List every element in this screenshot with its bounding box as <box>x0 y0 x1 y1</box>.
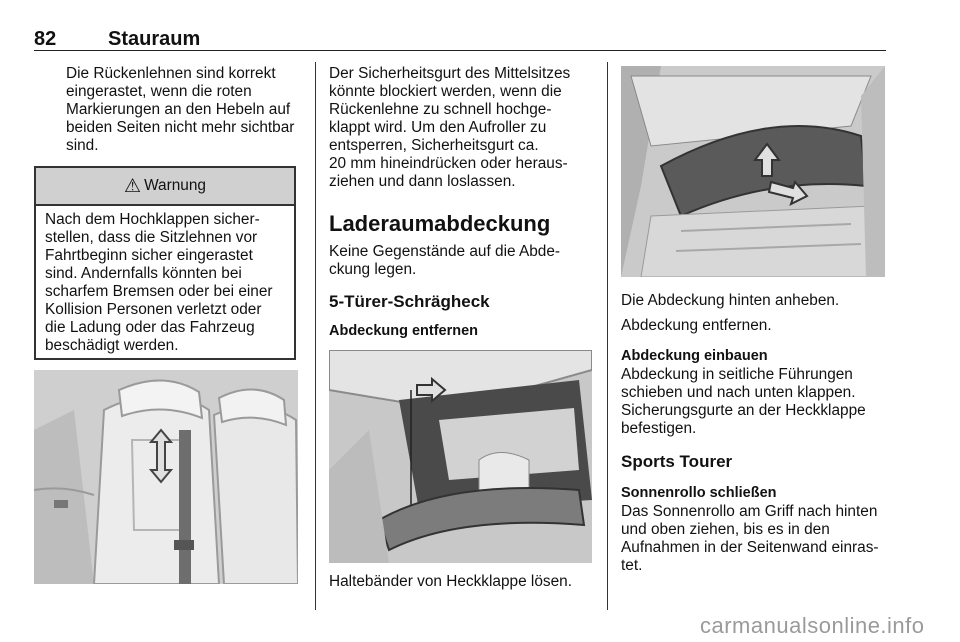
page-number: 82 <box>34 28 57 50</box>
text-line: sind. Andernfalls könnten bei <box>45 265 242 282</box>
heading-sports-tourer: Sports Tourer <box>621 452 733 471</box>
install-paragraph <box>621 366 891 438</box>
heading-5-tuerer: 5-Türer-Schrägheck <box>329 292 490 311</box>
warning-header <box>36 168 294 206</box>
text-line: Fahrtbeginn sicher eingerastet <box>45 247 253 264</box>
rear-seat-illustration <box>34 370 298 584</box>
instruction-remove: Abdeckung entfernen. <box>621 317 772 334</box>
text-line: Kollision Personen verletzt oder <box>45 301 262 318</box>
text-line: tet. <box>621 557 643 574</box>
text-line: ziehen und dann loslassen. <box>329 173 516 190</box>
heading-laderaumabdeckung: Laderaumabdeckung <box>329 211 551 236</box>
cargo-cover-illustration <box>621 66 885 277</box>
warning-text <box>36 206 294 355</box>
warning-title: Warnung <box>144 177 206 194</box>
chapter-title: Stauraum <box>108 28 201 50</box>
warning-triangle-icon: ⚠ <box>124 175 142 197</box>
cargo-cover-paragraph <box>329 243 599 279</box>
column-divider-2 <box>607 62 608 610</box>
text-line: Die Rückenlehnen sind korrekt <box>66 65 276 82</box>
column-divider-1 <box>315 62 316 610</box>
figure-caption: Haltebänder von Heckklappe lösen. <box>329 573 572 590</box>
instruction-lift: Die Abdeckung hinten anheben. <box>621 292 840 309</box>
watermark: carmanualsonline.info <box>700 613 925 638</box>
text-line: stellen, dass die Sitzlehnen vor <box>45 229 258 246</box>
text-line: beschädigt werden. <box>45 337 179 354</box>
text-line: beiden Seiten nicht mehr sichtbar <box>66 119 295 136</box>
sunblind-paragraph <box>621 503 891 575</box>
text-line: Das Sonnenrollo am Griff nach hinten <box>621 503 878 520</box>
text-line: und oben ziehen, bis es in den <box>621 521 830 538</box>
tailgate-strap-illustration <box>329 350 592 563</box>
text-line: ckung legen. <box>329 261 417 278</box>
text-line: schieben und nach unten klappen. <box>621 384 856 401</box>
text-line: entsperren, Sicherheitsgurt ca. <box>329 137 539 154</box>
heading-abdeckung-einbauen: Abdeckung einbauen <box>621 348 768 364</box>
seatbelt-paragraph <box>329 65 599 191</box>
text-line: sind. <box>66 137 99 154</box>
heading-abdeckung-entfernen: Abdeckung entfernen <box>329 323 479 339</box>
text-line: eingerastet, wenn die roten <box>66 83 252 100</box>
header-rule <box>34 50 886 51</box>
warning-box <box>34 166 296 360</box>
text-line: Sicherungsgurte an der Heckklappe <box>621 402 866 419</box>
text-line: Rückenlehne zu schnell hochge- <box>329 101 552 118</box>
text-line: Nach dem Hochklappen sicher- <box>45 211 260 228</box>
seatback-paragraph <box>66 65 298 155</box>
text-line: scharfem Bremsen oder bei einer <box>45 283 273 300</box>
text-line: 20 mm hineindrücken oder heraus- <box>329 155 568 172</box>
text-line: könnte blockiert werden, wenn die <box>329 83 562 100</box>
text-line: Der Sicherheitsgurt des Mittelsitzes <box>329 65 571 82</box>
text-line: klappt wird. Um den Aufroller zu <box>329 119 547 136</box>
text-line: Keine Gegenstände auf die Abde- <box>329 243 561 260</box>
text-line: Abdeckung in seitliche Führungen <box>621 366 853 383</box>
text-line: befestigen. <box>621 420 697 437</box>
heading-sonnenrollo: Sonnenrollo schließen <box>621 485 777 501</box>
text-line: Aufnahmen in der Seitenwand einras- <box>621 539 879 556</box>
text-line: die Ladung oder das Fahrzeug <box>45 319 255 336</box>
text-line: Markierungen an den Hebeln auf <box>66 101 291 118</box>
